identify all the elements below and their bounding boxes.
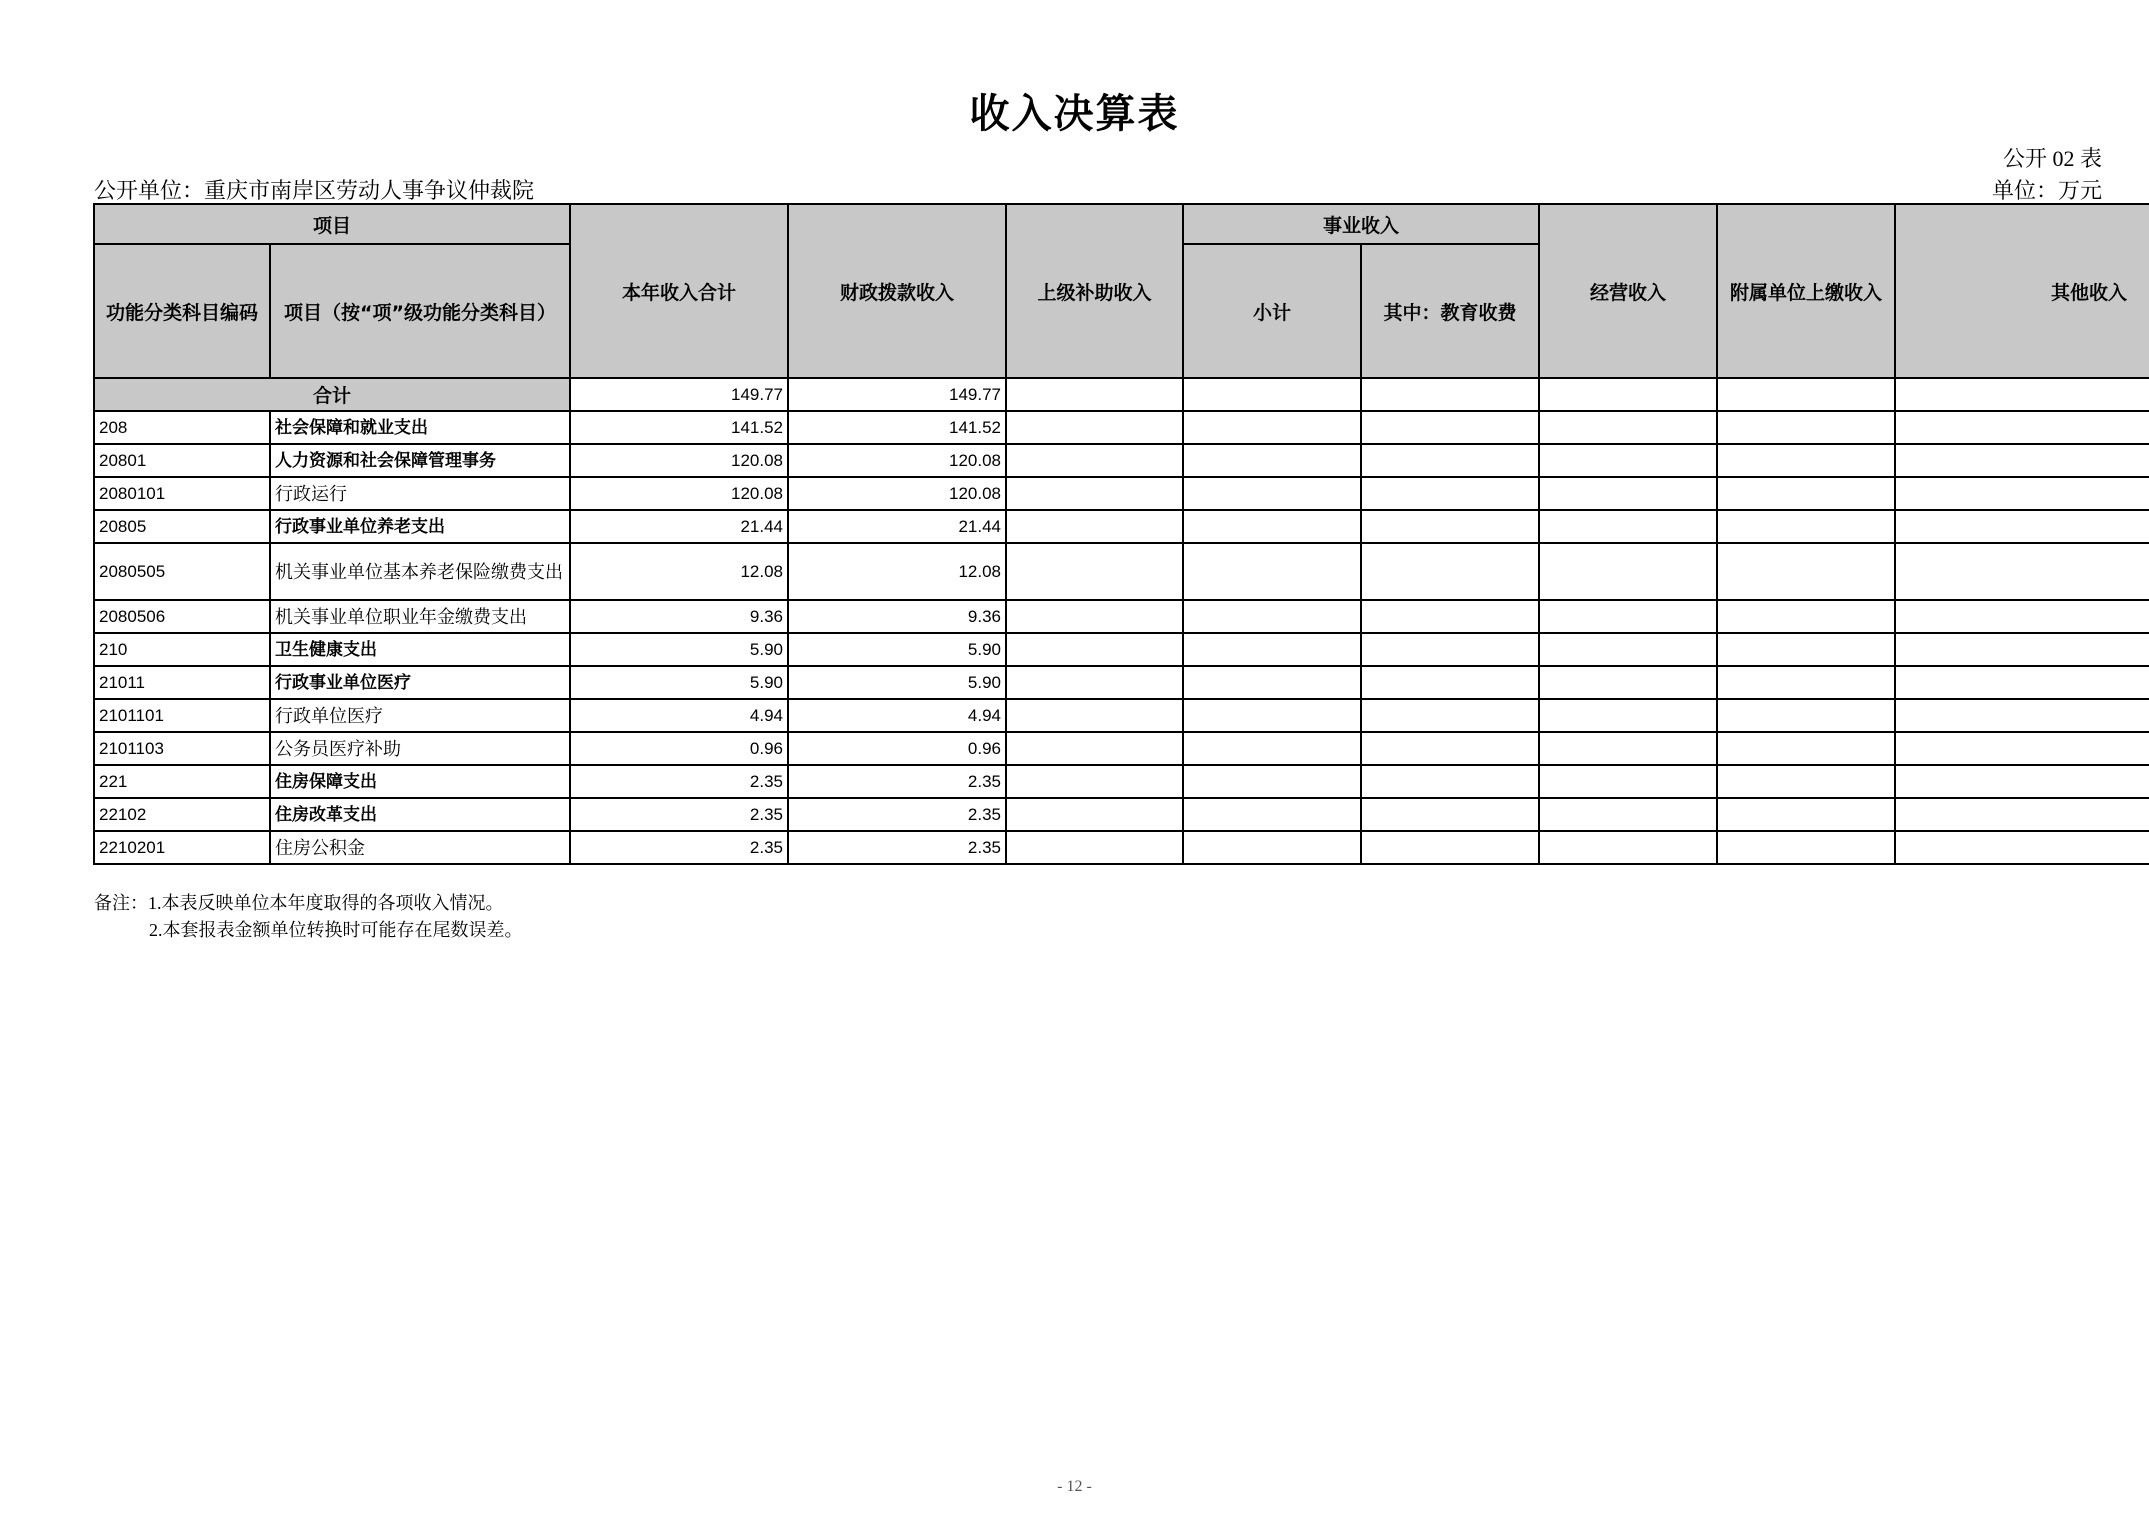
empty-cell [1717,798,1895,831]
empty-cell [1361,378,1539,411]
empty-cell [1006,633,1183,666]
total-fiscal-value: 149.77 [788,378,1006,411]
note-2: 2.本套报表金额单位转换时可能存在尾数误差。 [149,920,523,940]
empty-cell [1895,477,2149,510]
empty-cell [1717,444,1895,477]
empty-cell [1183,600,1361,633]
empty-cell [1183,831,1361,864]
header-total-income: 本年收入合计 [570,204,788,378]
empty-cell [1183,699,1361,732]
table-row [94,444,2149,477]
empty-cell [1539,633,1717,666]
total-income-value: 149.77 [570,378,788,411]
empty-cell [1183,798,1361,831]
empty-cell [1539,831,1717,864]
row-code: 210 [94,633,270,666]
empty-cell [1361,633,1539,666]
empty-cell [1006,666,1183,699]
empty-cell [1895,831,2149,864]
header-business: 经营收入 [1539,204,1717,378]
empty-cell [1183,378,1361,411]
reporting-unit: 公开单位：重庆市南岸区劳动人事争议仲裁院 [94,178,535,203]
page-title: 收入决算表 [969,91,1180,137]
table-row [94,699,2149,732]
empty-cell [1006,378,1183,411]
row-total-income: 120.08 [570,444,788,477]
row-total-income: 120.08 [570,477,788,510]
empty-cell [1006,543,1183,600]
row-fiscal: 120.08 [788,477,1006,510]
empty-cell [1717,543,1895,600]
table-row [94,543,2149,600]
row-fiscal: 4.94 [788,699,1006,732]
empty-cell [1183,732,1361,765]
empty-cell [1895,510,2149,543]
empty-cell [1006,411,1183,444]
row-fiscal: 120.08 [788,444,1006,477]
total-row [94,378,2149,411]
row-code: 2101101 [94,699,270,732]
empty-cell [1895,732,2149,765]
table-row [94,411,2149,444]
row-name: 社会保障和就业支出 [270,411,570,444]
header-superior: 上级补助收入 [1006,204,1183,378]
empty-cell [1361,600,1539,633]
row-fiscal: 21.44 [788,510,1006,543]
row-name: 行政事业单位医疗 [270,666,570,699]
total-label: 合计 [94,378,570,411]
empty-cell [1183,666,1361,699]
row-total-income: 5.90 [570,666,788,699]
table-row [94,765,2149,798]
empty-cell [1006,831,1183,864]
empty-cell [1539,798,1717,831]
form-number: 公开 02 表 [2002,146,2102,171]
empty-cell [1006,765,1183,798]
header-affiliated: 附属单位上缴收入 [1717,204,1895,378]
row-total-income: 141.52 [570,411,788,444]
empty-cell [1183,477,1361,510]
row-fiscal: 0.96 [788,732,1006,765]
empty-cell [1717,666,1895,699]
empty-cell [1895,666,2149,699]
empty-cell [1539,378,1717,411]
empty-cell [1717,477,1895,510]
row-name: 行政事业单位养老支出 [270,510,570,543]
header-other: 其他收入 [1895,204,2149,378]
note-1: 备注：1.本表反映单位本年度取得的各项收入情况。 [94,893,504,913]
empty-cell [1183,510,1361,543]
row-fiscal: 12.08 [788,543,1006,600]
empty-cell [1006,444,1183,477]
empty-cell [1895,600,2149,633]
row-name: 住房改革支出 [270,798,570,831]
empty-cell [1006,477,1183,510]
empty-cell [1539,411,1717,444]
empty-cell [1361,444,1539,477]
row-total-income: 2.35 [570,831,788,864]
row-fiscal: 2.35 [788,831,1006,864]
row-code: 21011 [94,666,270,699]
row-fiscal: 2.35 [788,765,1006,798]
empty-cell [1539,477,1717,510]
row-name: 行政单位医疗 [270,699,570,732]
table-row [94,798,2149,831]
table-row [94,732,2149,765]
empty-cell [1361,765,1539,798]
empty-cell [1183,765,1361,798]
row-code: 20805 [94,510,270,543]
row-total-income: 4.94 [570,699,788,732]
row-total-income: 12.08 [570,543,788,600]
empty-cell [1895,765,2149,798]
row-name: 机关事业单位基本养老保险缴费支出 [270,543,570,600]
income-table [93,203,2149,865]
row-name: 人力资源和社会保障管理事务 [270,444,570,477]
empty-cell [1361,411,1539,444]
row-code: 2080505 [94,543,270,600]
row-name: 卫生健康支出 [270,633,570,666]
notes [94,890,523,944]
empty-cell [1361,543,1539,600]
table-row [94,510,2149,543]
header-education: 其中：教育收费 [1361,244,1539,378]
empty-cell [1183,543,1361,600]
row-fiscal: 2.35 [788,798,1006,831]
empty-cell [1717,765,1895,798]
row-total-income: 21.44 [570,510,788,543]
row-total-income: 2.35 [570,765,788,798]
empty-cell [1361,510,1539,543]
empty-cell [1361,477,1539,510]
empty-cell [1717,510,1895,543]
row-code: 221 [94,765,270,798]
empty-cell [1361,831,1539,864]
empty-cell [1717,633,1895,666]
empty-cell [1717,831,1895,864]
empty-cell [1006,510,1183,543]
empty-cell [1895,378,2149,411]
empty-cell [1717,411,1895,444]
empty-cell [1361,732,1539,765]
empty-cell [1895,543,2149,600]
row-code: 20801 [94,444,270,477]
row-code: 208 [94,411,270,444]
header-career-group: 事业收入 [1183,204,1539,244]
empty-cell [1717,699,1895,732]
page-number: - 12 - [1057,1478,1092,1495]
empty-cell [1717,378,1895,411]
empty-cell [1895,444,2149,477]
empty-cell [1539,765,1717,798]
row-fiscal: 141.52 [788,411,1006,444]
table-row [94,831,2149,864]
empty-cell [1895,411,2149,444]
row-total-income: 5.90 [570,633,788,666]
empty-cell [1539,600,1717,633]
empty-cell [1539,666,1717,699]
row-name: 住房公积金 [270,831,570,864]
money-unit: 单位：万元 [1991,178,2102,203]
empty-cell [1361,699,1539,732]
empty-cell [1539,510,1717,543]
header-item: 项目 [94,204,570,244]
empty-cell [1361,666,1539,699]
row-total-income: 9.36 [570,600,788,633]
empty-cell [1539,699,1717,732]
row-total-income: 0.96 [570,732,788,765]
empty-cell [1539,732,1717,765]
empty-cell [1361,798,1539,831]
empty-cell [1183,411,1361,444]
empty-cell [1895,699,2149,732]
row-fiscal: 9.36 [788,600,1006,633]
table-row [94,600,2149,633]
row-code: 2210201 [94,831,270,864]
row-code: 2080506 [94,600,270,633]
table-row [94,666,2149,699]
empty-cell [1006,732,1183,765]
header-code: 功能分类科目编码 [94,244,270,378]
row-fiscal: 5.90 [788,633,1006,666]
empty-cell [1717,600,1895,633]
empty-cell [1717,732,1895,765]
empty-cell [1539,444,1717,477]
row-name: 公务员医疗补助 [270,732,570,765]
row-name: 机关事业单位职业年金缴费支出 [270,600,570,633]
empty-cell [1006,600,1183,633]
row-fiscal: 5.90 [788,666,1006,699]
empty-cell [1539,543,1717,600]
header-name: 项目（按“项”级功能分类科目） [270,244,570,378]
row-code: 2080101 [94,477,270,510]
empty-cell [1183,444,1361,477]
row-code: 2101103 [94,732,270,765]
empty-cell [1006,798,1183,831]
row-name: 行政运行 [270,477,570,510]
header-fiscal: 财政拨款收入 [788,204,1006,378]
row-code: 22102 [94,798,270,831]
row-total-income: 2.35 [570,798,788,831]
empty-cell [1006,699,1183,732]
header-subtotal: 小计 [1183,244,1361,378]
row-name: 住房保障支出 [270,765,570,798]
table-row [94,477,2149,510]
empty-cell [1895,633,2149,666]
empty-cell [1895,798,2149,831]
table-row [94,633,2149,666]
empty-cell [1183,633,1361,666]
